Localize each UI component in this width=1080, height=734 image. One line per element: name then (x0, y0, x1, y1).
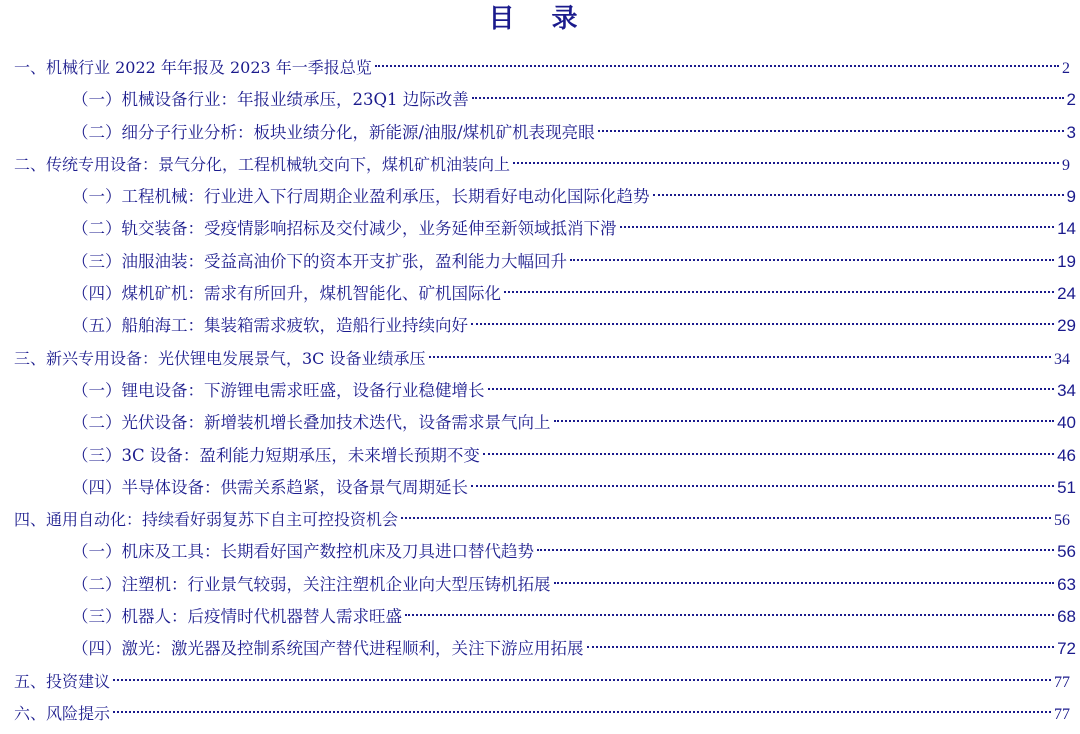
toc-page-number: 77 (1054, 673, 1070, 691)
toc-dot-leader (472, 97, 1064, 99)
toc-subsection-entry[interactable] (0, 569, 1080, 601)
toc-section-entry[interactable] (0, 504, 1080, 536)
toc-entry-title: 三、新兴专用设备：光伏锂电发展景气，3C 设备业绩承压 (14, 348, 426, 368)
toc-dot-leader (653, 194, 1064, 196)
toc-page-number: 34 (1054, 350, 1070, 368)
toc-subsection-entry[interactable] (0, 117, 1080, 149)
toc-entry-title: （二）注塑机：行业景气较弱，关注注塑机企业向大型压铸机拓展 (72, 574, 551, 594)
toc-entry-title: （四）激光：激光器及控制系统国产替代进程顺利，关注下游应用拓展 (72, 639, 584, 659)
toc-entry-title: （二）光伏设备：新增装机增长叠加技术迭代，设备需求景气向上 (72, 413, 551, 433)
toc-dot-leader (513, 162, 1059, 164)
toc-page-number: 46 (1057, 445, 1076, 465)
toc-section-entry[interactable] (0, 666, 1080, 698)
toc-page-number: 2 (1062, 60, 1070, 77)
toc-page-number: 14 (1057, 219, 1076, 239)
toc-dot-leader (504, 291, 1054, 293)
toc-entry-title: （三）机器人：后疫情时代机器替人需求旺盛 (72, 607, 402, 627)
toc-dot-leader (375, 65, 1059, 67)
toc-page-number: 34 (1057, 380, 1076, 400)
toc-subsection-entry[interactable] (0, 472, 1080, 504)
toc-entry-title: 五、投资建议 (14, 671, 111, 691)
toc-page-number: 56 (1057, 542, 1076, 562)
toc-dot-leader (554, 582, 1055, 584)
toc-dot-leader (488, 388, 1055, 390)
page-title: 目 录 (488, 4, 592, 34)
toc-page-number: 24 (1057, 284, 1076, 304)
toc-dot-leader (113, 711, 1051, 713)
toc-page-number: 56 (1054, 512, 1070, 530)
toc-subsection-entry[interactable] (0, 84, 1080, 116)
toc-entry-title: （一）锂电设备：下游锂电需求旺盛，设备行业稳健增长 (72, 380, 485, 400)
toc-entry-title: 六、风险提示 (14, 703, 111, 723)
toc-subsection-entry[interactable] (0, 278, 1080, 310)
toc-dot-leader (587, 646, 1055, 648)
toc-subsection-entry[interactable] (0, 536, 1080, 568)
toc-entry-title: 四、通用自动化：持续看好弱复苏下自主可控投资机会 (14, 510, 399, 530)
toc-entry-title: （一）机械设备行业：年报业绩承压，23Q1 边际改善 (72, 90, 469, 110)
toc-page-number: 77 (1054, 705, 1070, 723)
toc-dot-leader (401, 517, 1051, 519)
toc-dot-leader (598, 130, 1064, 132)
toc-subsection-entry[interactable] (0, 440, 1080, 472)
toc-entry-title: 一、机械行业 2022 年年报及 2023 年一季报总览 (14, 58, 372, 77)
toc-section-entry[interactable] (0, 343, 1080, 375)
toc-dot-leader (537, 549, 1054, 551)
toc-entry-title: （二）轨交装备：受疫情影响招标及交付减少，业务延伸至新领域抵消下滑 (72, 219, 617, 239)
toc-entry-title: （一）工程机械：行业进入下行周期企业盈利承压，长期看好电动化国际化趋势 (72, 187, 650, 207)
toc-entry-title: （二）细分子行业分析：板块业绩分化，新能源/油服/煤机矿机表现亮眼 (72, 122, 595, 142)
toc-page-number: 2 (1066, 90, 1076, 110)
toc-page-number: 3 (1066, 122, 1076, 142)
toc-page-number: 72 (1057, 639, 1076, 659)
toc-dot-leader (570, 259, 1054, 261)
toc-dot-leader (483, 453, 1054, 455)
toc-page-number: 40 (1057, 413, 1076, 433)
toc-section-entry[interactable] (0, 698, 1080, 730)
toc-subsection-entry[interactable] (0, 181, 1080, 213)
toc-page-number: 68 (1057, 607, 1076, 627)
toc-subsection-entry[interactable] (0, 246, 1080, 278)
toc-dot-leader (429, 356, 1051, 358)
toc-subsection-entry[interactable] (0, 375, 1080, 407)
toc-subsection-entry[interactable] (0, 601, 1080, 633)
toc-dot-leader (620, 226, 1055, 228)
toc-entry-title: （三）油服油装：受益高油价下的资本开支扩张，盈利能力大幅回升 (72, 251, 567, 271)
toc-dot-leader (471, 323, 1054, 325)
table-of-contents (0, 52, 1080, 730)
toc-entry-title: （三）3C 设备：盈利能力短期承压，未来增长预期不变 (72, 445, 480, 465)
toc-entry-title: （一）机床及工具：长期看好国产数控机床及刀具进口替代趋势 (72, 542, 534, 562)
toc-dot-leader (405, 614, 1054, 616)
toc-subsection-entry[interactable] (0, 633, 1080, 665)
toc-page-number: 9 (1062, 156, 1070, 174)
toc-page-number: 9 (1066, 187, 1076, 207)
toc-entry-title: （四）半导体设备：供需关系趋紧，设备景气周期延长 (72, 477, 468, 497)
toc-section-entry[interactable] (0, 149, 1080, 181)
toc-dot-leader (554, 420, 1055, 422)
toc-dot-leader (471, 485, 1054, 487)
toc-page-number: 63 (1057, 574, 1076, 594)
toc-page-number: 29 (1057, 316, 1076, 336)
toc-entry-title: （四）煤机矿机：需求有所回升，煤机智能化、矿机国际化 (72, 284, 501, 304)
toc-subsection-entry[interactable] (0, 407, 1080, 439)
toc-entry-title: 二、传统专用设备：景气分化，工程机械轨交向下，煤机矿机油装向上 (14, 154, 511, 174)
toc-page-number: 19 (1057, 251, 1076, 271)
toc-page-number: 51 (1057, 477, 1076, 497)
toc-entry-title: （五）船舶海工：集装箱需求疲软，造船行业持续向好 (72, 316, 468, 336)
toc-subsection-entry[interactable] (0, 213, 1080, 245)
toc-dot-leader (113, 679, 1051, 681)
toc-section-entry[interactable] (0, 52, 1080, 84)
toc-subsection-entry[interactable] (0, 310, 1080, 342)
